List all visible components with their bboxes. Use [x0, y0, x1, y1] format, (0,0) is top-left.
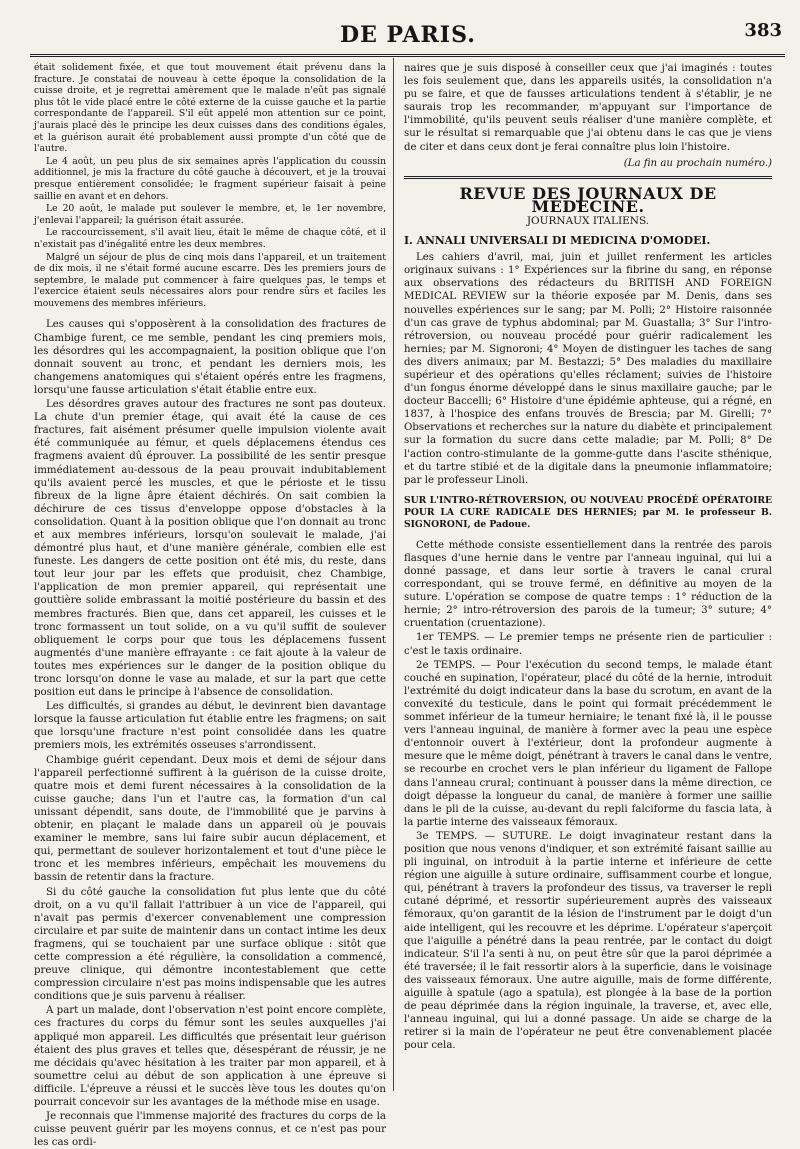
section-subtitle: JOURNAUX ITALIENS. — [526, 214, 650, 227]
left-paragraph-9: Chambige guérit cependant. Deux mois et demi de séjour dans l'appareil perfectionné suffirent à la guérison de la cuisse droite, quatre mois et demi furent nécessaires à la consolidation de la cuisse gauche; dans l'un et l'autre cas, la formation d'un cal unissant dépendit, sans doute, de l'immobilité que je parvins à obtenir, en plaçant le malade dans un appareil où je pouvais examiner le membre, sans lui faire subir aucun déplacement, et qui, permettant de soulever horizontalement et tout d'une pièce le tronc et les membres inférieurs, empêchait les mouvemens du bassin de retentir dans la fracture. — [34, 754, 386, 884]
section-rule — [404, 176, 772, 179]
continued-note: (La fin au prochain numéro.) — [623, 157, 772, 169]
right-paragraph-2: Les cahiers d'avril, mai, juin et juillet renferment les articles originaux suivans : 1° Expériences sur la fibrine du sang, en réponse aux observations des rédacteurs du BRITISH AND FOREIGN MEDICAL REVIEW sur la théorie exposée par M. Denis, dans ses nouvelles expériences sur le sang; par M. Polli; 2° Histoire raisonnée d'un cas grave de typhus abdominal; par M. Guastalla; 3° Sur l'intro-rétroversion, ou nouveau procédé pour guérir radicalement les hernies; par M. Signoroni; 4° Moyen de distinguer les taches de sang des divers animaux; par M. Bestazzi; 5° Des maladies du maxillaire supérieur et des opérations qu'elles réclament; suivies de l'histoire d'un fongus énorme développé dans le sinus maxillaire gauche; par le docteur Baccelli; 6° Histoire d'une épidémie aphteuse, qui a régné, en 1837, à l'hospice des enfans trouvés de Brescia; par M. Girelli; 7° Observations et recherches sur la nature du diabète et principalement sur la formation du sucre dans cette maladie; par M. Polli; 8° De l'action contro-stimulante de la gomme-gutte dans l'ascite sthénique, et du tartre stibié et de la digitale dans la pneumonie inflammatoire; par le professeur Linoli. — [404, 252, 772, 486]
running-title: DE PARIS. — [340, 22, 476, 48]
journal-heading: I. ANNALI UNIVERSALI DI MEDICINA D'OMODEI. — [404, 234, 711, 248]
left-paragraph-6: Les causes qui s'opposèrent à la consolidation des fractures de Chambige furent, ce me semble, pendant les cinq premiers mois, les désordres qui les accompagnaient, la position oblique que l'on donnait souvent au tronc, et pendant les derniers mois, les changemens anatomiques qui s'étaient opérés entre les fragmens, lorsqu'une fausse articulation s'était établie entre eux. — [34, 319, 386, 396]
left-paragraph-2: Le 4 août, un peu plus de six semaines après l'application du coussin additionnel, je mis la fracture du côté gauche à découvert, et je la trouvai presque entièrement consolidée; le fragment supérieur faisait à peine saillie en avant et en dehors. — [34, 155, 386, 202]
left-paragraph-4: Le raccourcissement, s'il avait lieu, était le même de chaque côté, et il n'existait pas d'inégalité entre les deux membres. — [34, 227, 386, 250]
column-divider — [393, 58, 394, 1091]
left-paragraph-12: Je reconnais que l'immense majorité des fractures du corps de la cuisse peuvent guérir par les moyens connus, et ce n'est pas pour les cas ordi- — [34, 1111, 386, 1149]
left-paragraph-1: était solidement fixée, et que tout mouvement était prévenu dans la fracture. Je constatai de nouveau à cette époque la consolidation de la cuisse droite, et je regrettai amèrement que le malade n'eût pas signalé plus tôt le vide placé entre le côté externe de la cuisse gauche et la partie correspondante de l'appareil. S'il eût appelé mon attention sur ce point, j'aurais placé dès le principe les deux cuisses dans des conditions égales, et la guérison aurait été probablement aussi prompte d'un côté que de l'autre. — [34, 62, 386, 155]
left-paragraph-8: Les difficultés, si grandes au début, le devinrent bien davantage lorsque la fausse articulation fut établie entre les fragmens; on sait que lorsqu'une fracture n'est point consolidée dans les quatre premiers mois, les extrémités osseuses s'arrondissent. — [34, 701, 386, 752]
left-paragraph-3: Le 20 août, le malade put soulever le membre, et, le 1er novembre, j'enlevai l'appareil; la guérison était assurée. — [34, 203, 386, 226]
left-paragraph-10: Si du côté gauche la consolidation fut plus lente que du côté droit, on a vu qu'il fallait l'attribuer à un vice de l'appareil, qui n'avait pas permis d'exercer convenablement une compression circulaire et par suite de maintenir dans un contact intime les deux fragmens, qui se touchaient par une surface oblique : sitôt que cette compression a été régulière, la consolidation a commencé, preuve clinique, qui démontre incontestablement que cette compression circulaire n'est pas moins indispensable que les autres conditions que je suis parvenu à réaliser. — [34, 886, 386, 1003]
section-title: REVUE DES JOURNAUX DE MÉDECINE. — [459, 183, 717, 216]
right-paragraph-6: 3e TEMPS. — SUTURE. Le doigt invaginateur restant dans la position que nous venons d'indiquer, et son extrémité faisant saillie au pli inguinal, on introduit à la partie interne et inférieure de cette région une aiguille à suture ordinaire, suffisamment courbe et longue, qui, pénétrant à travers la profondeur des tissus, va traverser le repli cutané déprimé, et ressortir supérieurement auprès des vaisseaux fémoraux, qu'on garantit de la lésion de l'instrument par le doigt d'un aide intelligent, qui les recouvre et les déprime. L'opérateur s'aperçoit que l'aiguille a pénétré dans la peau rentrée, par le contact du doigt indicateur. S'il l'a senti à nu, on peut être sûr que la paroi déprimée a été traversée; il le fait ressortir alors à la superficie, dans le voisinage des vaisseaux fémoraux. Une autre aiguille, mais de forme différente, aiguille à spatule (ago a spatula), est plongée à la base de la portion de peau déprimée dans la région inguinale, la traverse, et, avec elle, l'anneau inguinal, qui lui a donné passage. Un aide se charge de la retirer si la main de l'opérateur ne peut être convenablement placée pour cela. — [404, 830, 772, 1052]
page-header — [0, 0, 800, 60]
right-paragraph-5: 2e TEMPS. — Pour l'exécution du second temps, le malade étant couché en supination, l'opérateur, placé du côté de la hernie, introduit l'extrémité du doigt indicateur dans la base du scrotum, en avant de la convexité du testicule, dans le point qui formait précédemment le sommet inférieur de la tumeur herniaire; le tenant fixé là, il le pousse vers l'anneau inguinal, de manière à former avec la peau une espèce d'entonnoir ouvert à l'extérieur, dont la profondeur augmente à mesure que le même doigt, pénétrant à travers le canal dans le ventre, se recourbe en crochet vers le plan inférieur du ligament de Fallope dans l'anneau crural; continuant à pousser dans la même direction, ce doigt dépasse la longueur du canal, de manière à former une saillie dans le pli de la cuisse, au-devant du repli falciforme du fascia lata, à la partie interne des vaisseaux fémoraux. — [404, 659, 772, 828]
left-paragraph-7: Les désordres graves autour des fractures ne sont pas douteux. La chute d'un premier étage, qui avait été la cause de ces fractures, fait aisément présumer quelle impulsion violente avait été communiquée au fémur, et quels déplacemens étendus ces fragmens avaient dû éprouver. La possibilité de les sentir presque immédiatement au-dessous de la peau prouvait indubitablement qu'ils avaient percé les muscles, et que le périoste et le tissu fibreux de la ligne âpre étaient déchirés. On sait combien la déchirure de ces tissus d'enveloppe oppose d'obstacles à la consolidation. Quant à la position oblique que l'on donnait au tronc et aux membres inférieurs, lorsqu'on soulevait le malade, j'ai démontré plus haut, et d'une manière générale, combien elle est funeste. Les dangers de cette position ont été mis, du reste, dans tout leur jour par les effets que produisit, chez Chambige, l'application de mon premier appareil, qui représentait une gouttière solide embrassant la moitié postérieure du bassin et des membres fracturés. Bien que, dans cet appareil, les cuisses et le tronc formassent un tout solide, on a vu qu'il suffit de soulever obliquement le corps pour que tous les déplacemens fussent augmentés d'une manière effrayante : ce fait ajoute à la valeur de toutes mes expériences sur le danger de la position oblique du tronc lorsqu'on donne le vase au malade, et sur la part que cette position eut dans le principe à l'absence de consolidation. — [34, 399, 386, 699]
left-column — [34, 62, 386, 1149]
right-paragraph-4: 1er TEMPS. — Le premier temps ne présente rien de particulier : c'est le taxis ordinaire. — [404, 632, 772, 657]
right-paragraph-1: naires que je suis disposé à conseiller ceux que j'ai imaginés : toutes les fois seulement que, dans les appareils usités, la consolidation n'a pu se faire, et que de fausses articulations tendent à s'établir, je ne saurais trop les recommander, m'appuyant sur l'importance de l'immobilité, qu'ils peuvent seuls réaliser d'une manière complète, et sur le résultat si remarquable que j'ai obtenu dans le cas que je viens de citer et dans ceux dont je ferai connaître plus loin l'histoire. — [404, 63, 772, 153]
header-rule — [30, 54, 785, 57]
article-title: SUR L'INTRO-RÉTROVERSION, OU NOUVEAU PROCÉDÉ OPÉRATOIRE POUR LA CURE RADICALE DES HERNIES; par M. le professeur B. SIGNORONI, de Padoue. — [404, 494, 772, 530]
right-paragraph-3: Cette méthode consiste essentiellement dans la rentrée des parois flasques d'une hernie dans le ventre par l'anneau inguinal, qui lui a donné passage, et dans leur sortie à travers le canal crural correspondant, qui se trouve fermé, en définitive au moyen de la suture. L'opération se compose de quatre temps : 1° réduction de la hernie; 2° intro-rétroversion des parois de la tumeur; 3° suture; 4° cruentation (cruentazione). — [404, 539, 772, 630]
left-paragraph-11: A part un malade, dont l'observation n'est point encore complète, ces fractures du corps du fémur sont les seules auxquelles j'ai appliqué mon appareil. Les difficultés que présentait leur guérison étaient des plus graves et telles que, désespérant de réussir, je ne me décidais qu'avec hésitation à les traiter par mon appareil, et à soumettre celui au début de son application à une épreuve si difficile. L'épreuve a réussi et le succès lève tous les doutes qu'on pourrait concevoir sur les avantages de la méthode mise en usage. — [34, 1005, 386, 1108]
left-paragraph-5: Malgré un séjour de plus de cinq mois dans l'appareil, et un traitement de dix mois, il ne s'était formé aucune escarre. Dès les premiers jours de septembre, le malade put commencer à faire quelques pas, le temps et l'exercice étaient seuls nécessaires alors pour rendre sûrs et faciles les mouvemens des membres inférieurs. — [34, 251, 386, 309]
page-number: 383 — [744, 20, 782, 41]
right-column — [404, 62, 772, 1091]
